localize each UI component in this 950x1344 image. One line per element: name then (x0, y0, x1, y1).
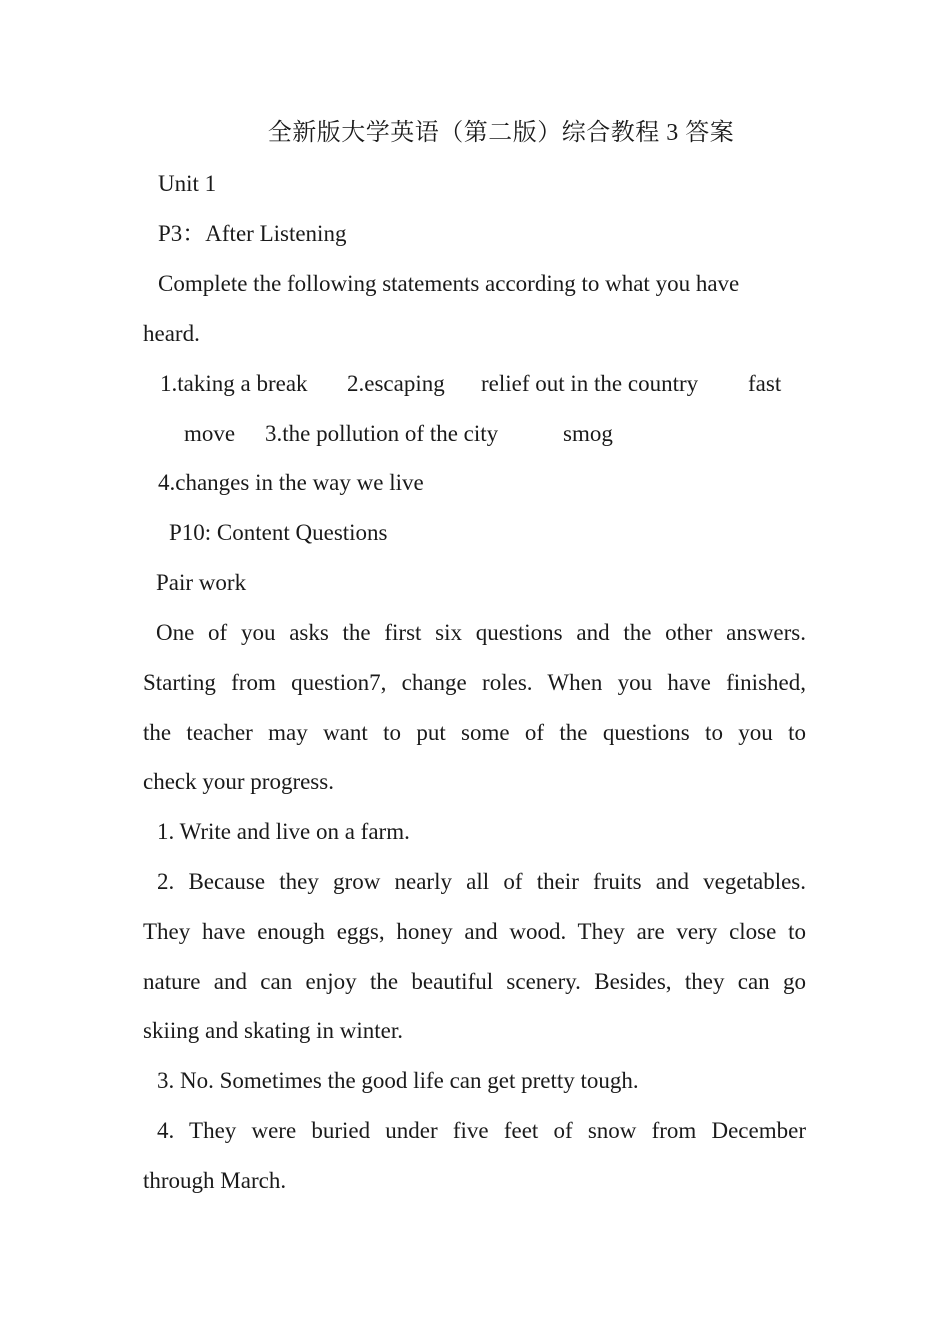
answer-2c: fast (748, 371, 782, 396)
content-answer-1: 1. Write and live on a farm. (157, 819, 410, 844)
content-answer-2-line-1: 2. Because they grow nearly all of their fruits and vegetables. (157, 869, 806, 894)
content-answer-2-line-3: nature and can enjoy the beautiful scenery. Besides, they can go (143, 969, 806, 994)
unit-heading: Unit 1 (158, 171, 217, 196)
answer-2: 2.escaping (347, 371, 445, 396)
content-answer-4-line-1: 4. They were buried under five feet of snow from December (157, 1118, 806, 1143)
content-answer-4-line-2: through March. (143, 1168, 287, 1193)
content-answer-2-line-2: They have enough eggs, honey and wood. They are very close to (143, 919, 806, 944)
answer-1: 1.taking a break (160, 371, 308, 396)
answer-3: 3.the pollution of the city (265, 421, 499, 446)
instruction-line-1: Complete the following statements according to what you have (158, 271, 740, 296)
answer-2b: relief out in the country (481, 371, 699, 396)
content-answer-3: 3. No. Sometimes the good life can get pretty tough. (157, 1068, 639, 1093)
answer-2d: move (184, 421, 236, 446)
pair-para-line-2: Starting from question7, change roles. When you have finished, (143, 670, 806, 695)
pair-para-line-3: the teacher may want to put some of the questions to you to (143, 720, 806, 745)
content-answer-2-line-4: skiing and skating in winter. (143, 1018, 404, 1043)
pair-para-line-4: check your progress. (143, 769, 334, 794)
document-title: 全新版大学英语（第二版）综合教程 3 答案 (267, 120, 735, 146)
instruction-line-2: heard. (143, 321, 200, 346)
pair-para-line-1: One of you asks the first six questions and the other answers. (156, 620, 806, 645)
section-content-questions: P10: Content Questions (169, 520, 388, 545)
answer-4: 4.changes in the way we live (158, 470, 424, 495)
answer-3b: smog (563, 421, 613, 446)
section-after-listening: P3：After Listening (158, 221, 347, 246)
pair-work-heading: Pair work (156, 570, 247, 595)
